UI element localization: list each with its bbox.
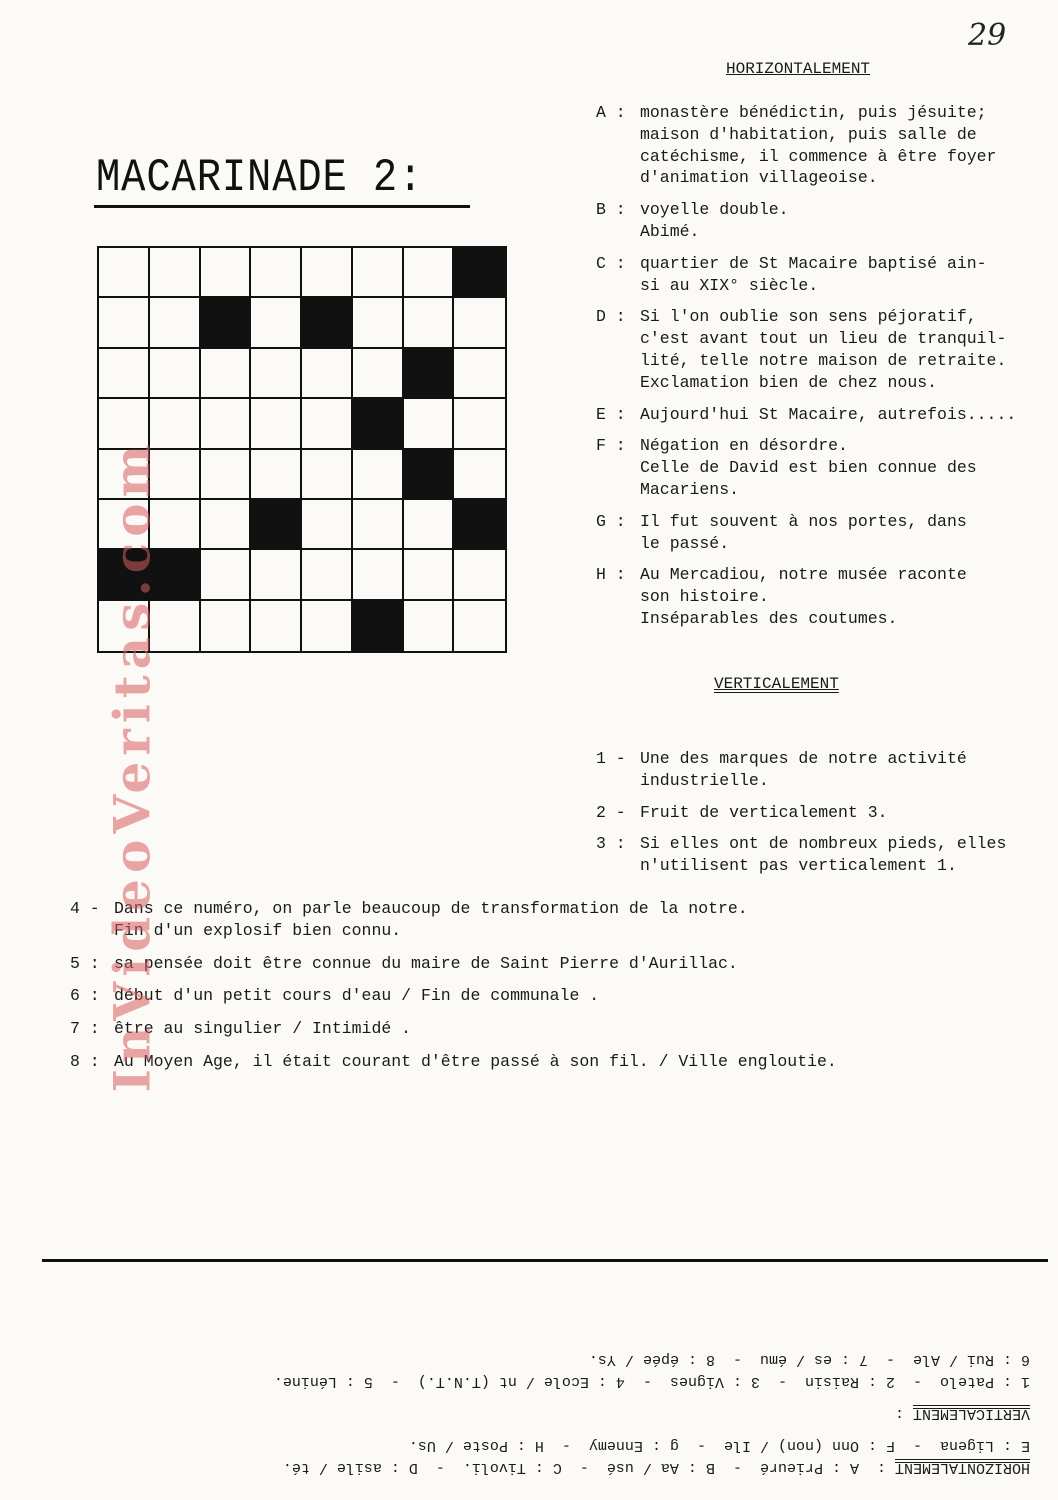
grid-cell xyxy=(404,550,455,600)
grid-cell-black xyxy=(353,601,404,651)
grid-cell xyxy=(454,298,505,348)
grid-cell-black xyxy=(404,349,455,399)
answers-horizontal-text1: : A : Prieuré - B : Aa / usé - C : Tivoli. - D : asile / té. xyxy=(282,1459,895,1476)
separator-rule xyxy=(42,1259,1048,1262)
clue-text: sa pensée doit être connue du maire de Saint Pierre d'Aurillac. xyxy=(114,953,738,973)
grid-cell-black xyxy=(251,500,302,550)
grid-cell xyxy=(454,601,505,651)
clue-text: Dans ce numéro, on parle beaucoup de transformation de la notre. Fin d'un explosif bien connu. xyxy=(114,899,748,940)
grid-cell xyxy=(454,550,505,600)
grid-cell xyxy=(251,399,302,449)
clue-text: Une des marques de notre activité industrielle. xyxy=(640,749,967,790)
grid-cell xyxy=(353,550,404,600)
answers-block-upside-down xyxy=(40,1278,1030,1478)
title-underline xyxy=(94,205,470,208)
answers-vertical-line2: 6 : Rui / Ale - 7 : es / ému - 8 : épée / Ys. xyxy=(588,1351,1030,1368)
grid-cell xyxy=(302,550,353,600)
clue-key: B : xyxy=(596,200,626,220)
clue-item xyxy=(596,435,1046,500)
grid-cell xyxy=(201,349,252,399)
grid-cell xyxy=(99,349,150,399)
clue-key: A : xyxy=(596,103,626,122)
clue-key: 4 - xyxy=(70,899,100,918)
clue-text: Au Mercadiou, notre musée raconte son histoire. Inséparables des coutumes. xyxy=(640,565,967,628)
grid-cell xyxy=(150,248,201,298)
grid-cell-black xyxy=(454,500,505,550)
clue-text: Si l'on oublie son sens péjoratif, c'est avant tout un lieu de tranquil- lité, telle notre maison de retraite. Exclamation bien de chez nous. xyxy=(640,307,1007,392)
clue-item xyxy=(70,898,1030,942)
grid-cell xyxy=(404,601,455,651)
clue-key: 5 : xyxy=(70,953,100,973)
grid-cell xyxy=(302,450,353,500)
horizontal-clue-list xyxy=(596,102,1046,640)
answers-horizontal-heading: HORIZONTALEMENT xyxy=(894,1459,1030,1476)
grid-cell xyxy=(201,500,252,550)
grid-cell-black xyxy=(302,298,353,348)
grid-cell xyxy=(251,450,302,500)
clue-key: E : xyxy=(596,404,626,424)
clue-item xyxy=(70,985,1030,1007)
grid-cell xyxy=(150,298,201,348)
clue-key: F : xyxy=(596,436,626,456)
clue-text: Il fut souvent à nos portes, dans le passé. xyxy=(640,511,967,553)
grid-cell-black xyxy=(353,399,404,449)
clue-item xyxy=(596,802,1046,824)
grid-cell xyxy=(201,601,252,651)
grid-cell xyxy=(353,248,404,298)
vertical-heading: VERTICALEMENT xyxy=(714,675,839,693)
clue-text: Aujourd'hui St Macaire, autrefois..... xyxy=(640,404,1017,424)
clue-item xyxy=(70,1018,1030,1040)
clue-item xyxy=(596,833,1046,877)
grid-cell xyxy=(454,349,505,399)
clue-key: C : xyxy=(596,253,626,273)
watermark-text: InVideoVeritas.com xyxy=(102,438,162,1092)
grid-cell xyxy=(201,450,252,500)
clue-key: H : xyxy=(596,565,626,585)
grid-cell xyxy=(353,298,404,348)
clue-text: quartier de St Macaire baptisé ain- si au XIX° siècle. xyxy=(640,253,987,295)
grid-cell xyxy=(353,349,404,399)
answers-horizontal-line2: E : Ligena - F : Onn (non) / Ile - g : Ennemy - H : Poste / Us. xyxy=(408,1437,1030,1454)
grid-cell xyxy=(353,500,404,550)
grid-cell xyxy=(302,349,353,399)
clue-text: monastère bénédictin, puis jésuite; maison d'habitation, puis salle de catéchisme, il commence à être foyer d'animation villageoise. xyxy=(640,103,997,188)
clue-key: 8 : xyxy=(70,1051,100,1071)
answers-vertical-heading: VERTICALEMENT xyxy=(912,1405,1030,1422)
clue-text: Négation en désordre. Celle de David est bien connue des Macariens. xyxy=(640,436,977,499)
vertical-clue-list xyxy=(596,748,1046,887)
clue-item xyxy=(70,1051,1030,1073)
clue-text: Au Moyen Age, il était courant d'être passé à son fil. / Ville engloutie. xyxy=(114,1051,837,1071)
clue-item xyxy=(596,748,1046,792)
page-number: 29 xyxy=(968,18,1007,53)
answers-vertical-heading-line: VERTICALEMENT : xyxy=(894,1405,1030,1422)
grid-cell xyxy=(201,399,252,449)
grid-cell xyxy=(404,399,455,449)
clue-key: D : xyxy=(596,307,626,327)
grid-cell xyxy=(150,349,201,399)
grid-cell xyxy=(302,601,353,651)
clue-item xyxy=(596,306,1046,393)
grid-cell xyxy=(302,500,353,550)
grid-cell xyxy=(454,450,505,500)
watermark xyxy=(92,435,172,1095)
page-title: MACARINADE 2: xyxy=(96,152,424,204)
grid-cell xyxy=(404,298,455,348)
grid-cell-black xyxy=(201,298,252,348)
clue-key: 7 : xyxy=(70,1019,100,1039)
grid-cell xyxy=(201,248,252,298)
clue-item xyxy=(596,199,1046,243)
clue-item xyxy=(596,564,1046,629)
clue-text: être au singulier / Intimidé . xyxy=(114,1019,412,1039)
horizontal-heading: HORIZONTALEMENT xyxy=(726,60,871,78)
grid-cell xyxy=(251,298,302,348)
grid-cell xyxy=(454,399,505,449)
clue-item xyxy=(596,511,1046,555)
clue-text: début d'un petit cours d'eau / Fin de communale . xyxy=(114,986,600,1006)
grid-cell xyxy=(201,550,252,600)
grid-cell xyxy=(302,399,353,449)
clue-key: G : xyxy=(596,511,626,531)
answers-horizontal-line1 xyxy=(40,1456,1030,1478)
clue-text: voyelle double. Abimé. xyxy=(640,200,789,241)
grid-cell xyxy=(404,248,455,298)
clue-item xyxy=(70,953,1030,975)
clue-item xyxy=(596,253,1046,297)
grid-cell xyxy=(251,349,302,399)
clue-item xyxy=(596,102,1046,189)
clue-key: 2 - xyxy=(596,802,626,822)
clue-key: 3 : xyxy=(596,834,626,854)
grid-cell xyxy=(251,550,302,600)
vertical-wide-clue-list xyxy=(70,898,1030,1084)
clue-key: 1 - xyxy=(596,749,626,768)
clue-item xyxy=(596,404,1046,426)
clue-text: Fruit de verticalement 3. xyxy=(640,802,888,822)
grid-cell xyxy=(251,601,302,651)
grid-cell xyxy=(99,248,150,298)
grid-cell xyxy=(251,248,302,298)
answers-vertical-line1: 1 : Patelo - 2 : Raisin - 3 : Vignes - 4 : Ecole / nt (T.N.T.) - 5 : Lénine. xyxy=(273,1373,1030,1390)
grid-cell-black xyxy=(454,248,505,298)
grid-cell xyxy=(302,248,353,298)
grid-cell xyxy=(353,450,404,500)
grid-cell-black xyxy=(404,450,455,500)
clue-text: Si elles ont de nombreux pieds, elles n'utilisent pas verticalement 1. xyxy=(640,834,1007,876)
grid-cell xyxy=(404,500,455,550)
grid-cell xyxy=(99,298,150,348)
clue-key: 6 : xyxy=(70,986,100,1006)
